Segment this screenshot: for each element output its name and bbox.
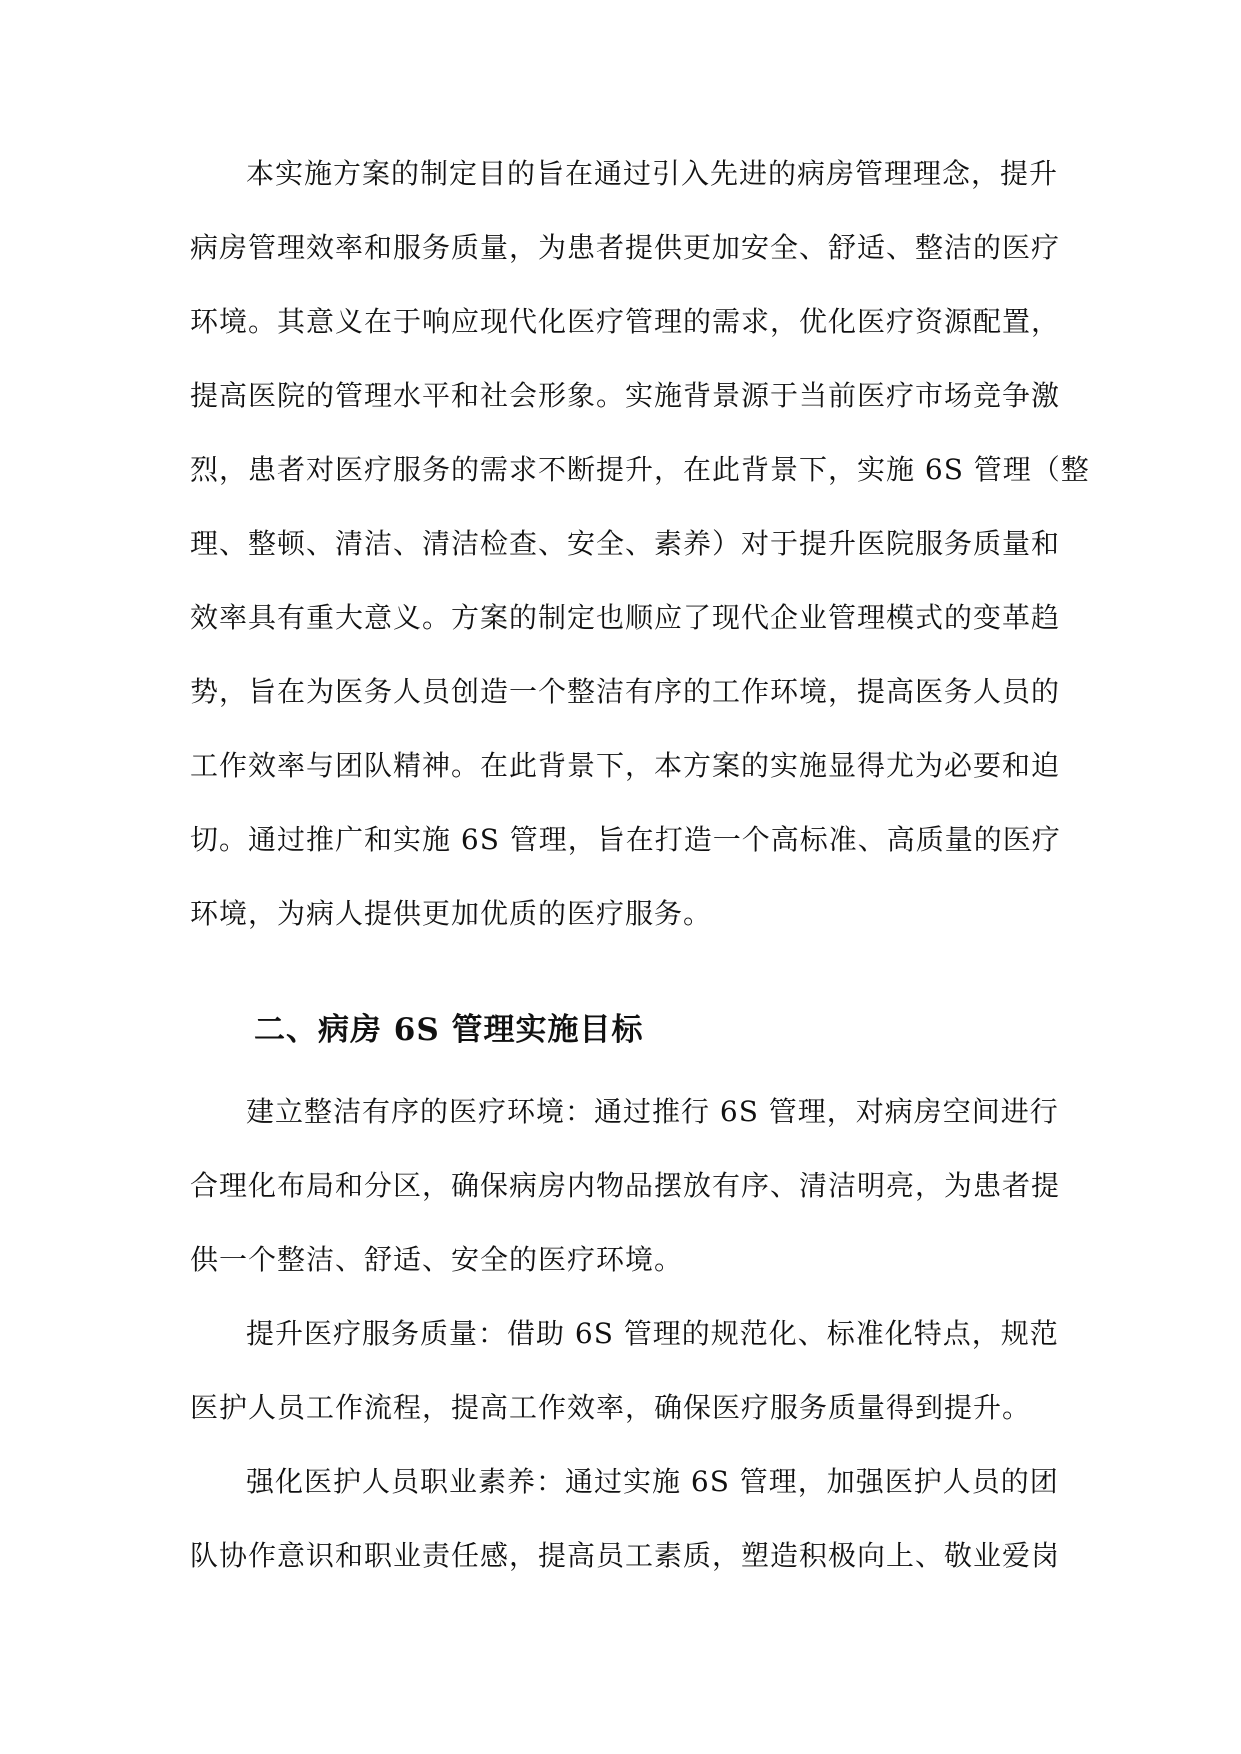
paragraph-line: 建立整洁有序的医疗环境：通过推行 6S 管理，对病房空间进行 (246, 1095, 1059, 1128)
paragraph-line: 强化医护人员职业素养：通过实施 6S 管理，加强医护人员的团 (246, 1465, 1059, 1498)
section-heading: 二、病房 6S 管理实施目标 (254, 1012, 644, 1048)
paragraph-line: 本实施方案的制定目的旨在通过引入先进的病房管理理念，提升 (246, 157, 1059, 190)
paragraph-line: 环境，为病人提供更加优质的医疗服务。 (190, 897, 713, 930)
paragraph-line: 工作效率与团队精神。在此背景下，本方案的实施显得尤为必要和迫 (190, 749, 1061, 782)
paragraph-line: 合理化布局和分区，确保病房内物品摆放有序、清洁明亮，为患者提 (190, 1169, 1061, 1202)
paragraph-line: 病房管理效率和服务质量，为患者提供更加安全、舒适、整洁的医疗 (190, 231, 1061, 264)
paragraph-line: 环境。其意义在于响应现代化医疗管理的需求，优化医疗资源配置， (190, 305, 1061, 338)
paragraph-line: 势，旨在为医务人员创造一个整洁有序的工作环境，提高医务人员的 (190, 675, 1061, 708)
paragraph-line: 提高医院的管理水平和社会形象。实施背景源于当前医疗市场竞争激 (190, 379, 1061, 412)
paragraph-line: 效率具有重大意义。方案的制定也顺应了现代企业管理模式的变革趋 (190, 601, 1061, 634)
paragraph-line: 烈，患者对医疗服务的需求不断提升，在此背景下，实施 6S 管理（整 (190, 453, 1090, 486)
paragraph-line: 队协作意识和职业责任感，提高员工素质，塑造积极向上、敬业爱岗 (190, 1539, 1061, 1572)
paragraph-line: 切。通过推广和实施 6S 管理，旨在打造一个高标准、高质量的医疗 (190, 823, 1061, 856)
paragraph-line: 理、整顿、清洁、清洁检查、安全、素养）对于提升医院服务质量和 (190, 527, 1061, 560)
paragraph-line: 提升医疗服务质量：借助 6S 管理的规范化、标准化特点，规范 (246, 1317, 1059, 1350)
paragraph-line: 供一个整洁、舒适、安全的医疗环境。 (190, 1243, 684, 1276)
paragraph-line: 医护人员工作流程，提高工作效率，确保医疗服务质量得到提升。 (190, 1391, 1032, 1424)
